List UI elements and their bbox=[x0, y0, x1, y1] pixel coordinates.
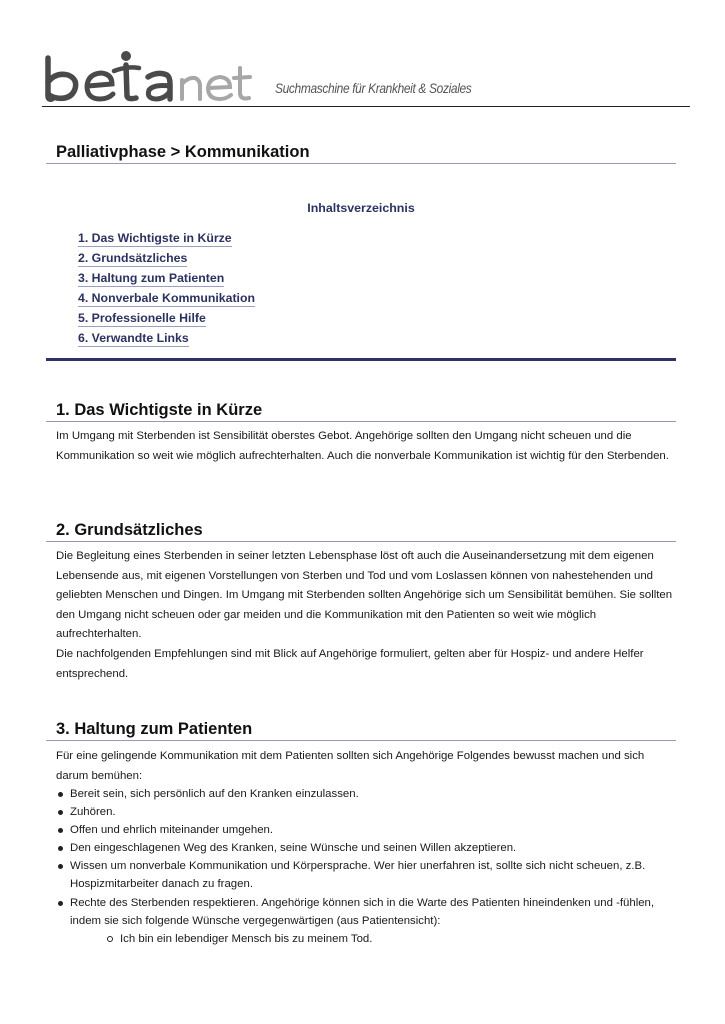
toc-item bbox=[78, 269, 255, 289]
bullet-list-haltung bbox=[56, 785, 678, 948]
section-title-haltung: 3. Haltung zum Patienten bbox=[56, 720, 253, 738]
section-divider bbox=[46, 421, 676, 422]
site-header bbox=[42, 40, 690, 107]
site-tagline: Suchmaschine für Krankheit & Soziales bbox=[275, 81, 472, 96]
bullet-icon bbox=[58, 810, 63, 815]
toc-link-nonverbale[interactable]: 4. Nonverbale Kommunikation bbox=[78, 291, 255, 306]
list-item-text: Bereit sein, sich persönlich auf den Kranken einzulassen. bbox=[70, 788, 359, 800]
sub-bullet-list bbox=[70, 930, 678, 948]
paragraph: Die nachfolgenden Empfehlungen sind mit Blick auf Angehörige formuliert, gelten aber für Hospiz- und andere Helfer entsprechend. bbox=[56, 647, 644, 680]
section-intro-haltung bbox=[56, 747, 674, 786]
toc-heading: Inhaltsverzeichnis bbox=[307, 201, 415, 215]
page-title: Palliativphase > Kommunikation bbox=[56, 143, 310, 161]
toc-list bbox=[78, 229, 255, 350]
section-text-wichtigste bbox=[56, 427, 674, 466]
paragraph: Für eine gelingende Kommunikation mit dem Patienten sollten sich Angehörige Folgendes bewusst machen und sich darum bemühen: bbox=[56, 750, 645, 782]
list-item-text: Offen und ehrlich miteinander umgehen. bbox=[70, 824, 274, 837]
bullet-icon bbox=[58, 846, 63, 851]
sub-list-item bbox=[106, 930, 678, 948]
toc-link-verwandte-links[interactable]: 6. Verwandte Links bbox=[78, 331, 189, 346]
section-title-grundsaetzliches: 2. Grundsätzliches bbox=[56, 521, 203, 539]
list-item-text: Den eingeschlagenen Weg des Kranken, seine Wünsche und seinen Willen akzeptieren. bbox=[70, 842, 517, 855]
circle-bullet-icon bbox=[107, 936, 113, 942]
toc-link-wichtigste[interactable]: 1. Das Wichtigste in Kürze bbox=[78, 231, 232, 245]
toc-link-professionelle-hilfe[interactable]: 5. Professionelle Hilfe bbox=[78, 311, 206, 326]
list-item bbox=[56, 785, 678, 803]
toc-item bbox=[78, 249, 255, 269]
section-text-grundsaetzliches bbox=[56, 547, 674, 684]
list-item-text: Rechte des Sterbenden respektieren. Angehörige können sich in die Warte des Patienten hineindenken und -fühlen, indem sie sich folgende Wünsche vergegenwärtigen (aus Patientensicht): bbox=[70, 896, 655, 927]
title-divider bbox=[46, 163, 676, 164]
section-divider bbox=[46, 541, 676, 542]
bullet-icon bbox=[58, 828, 63, 833]
section-divider bbox=[46, 740, 676, 741]
bullet-icon bbox=[58, 792, 63, 797]
sub-list-item-text: Ich bin ein lebendiger Mensch bis zu meinem Tod. bbox=[120, 932, 373, 945]
list-item bbox=[56, 857, 678, 893]
bullet-icon bbox=[58, 901, 63, 906]
list-item bbox=[56, 803, 678, 821]
toc-item bbox=[78, 329, 255, 349]
section-title-wichtigste: 1. Das Wichtigste in Kürze bbox=[56, 401, 263, 419]
toc-link-haltung[interactable]: 3. Haltung zum Patienten bbox=[78, 271, 225, 286]
bullet-icon bbox=[58, 864, 63, 869]
paragraph: Im Umgang mit Sterbenden ist Sensibilität oberstes Gebot. Angehörige sollten den Umgang nicht scheuen und die Kommunikation so weit wie möglich aufrechterhalten. Auch die nonverbale Kommunikation ist wichtig für den Sterbenden. bbox=[56, 430, 669, 462]
toc-item bbox=[78, 229, 255, 249]
list-item-text: Wissen um nonverbale Kommunikation und Körpersprache. Wer hier unerfahren ist, sollte sich nicht scheuen, z.B. Hospizmitarbeiter danach zu fragen. bbox=[70, 860, 646, 891]
list-item bbox=[56, 839, 678, 857]
list-item-text: Zuhören. bbox=[70, 806, 116, 819]
paragraph: Die Begleitung eines Sterbenden in seiner letzten Lebensphase löst oft auch die Auseinandersetzung mit dem eigenen Lebensende aus, mit eigenen Vorstellungen von Sterben und Tod und vom Loslassen können von nahestehenden und geliebten Menschen und Dingen. Im Umgang mit Sterbenden sollten Angehörige sich um Sensibilität bemühen. Sie sollten den Umgang nicht scheuen oder gar meiden und die Kommunikation mit den Patienten so weit wie möglich aufrechterhalten. bbox=[56, 550, 673, 641]
toc-item bbox=[78, 289, 255, 309]
betanet-logo[interactable] bbox=[42, 44, 267, 106]
toc-link-grundsaetzliches[interactable]: 2. Grundsätzliches bbox=[78, 251, 188, 266]
toc-divider bbox=[46, 358, 676, 361]
list-item bbox=[56, 894, 678, 948]
list-item bbox=[56, 821, 678, 839]
toc-item bbox=[78, 309, 255, 329]
